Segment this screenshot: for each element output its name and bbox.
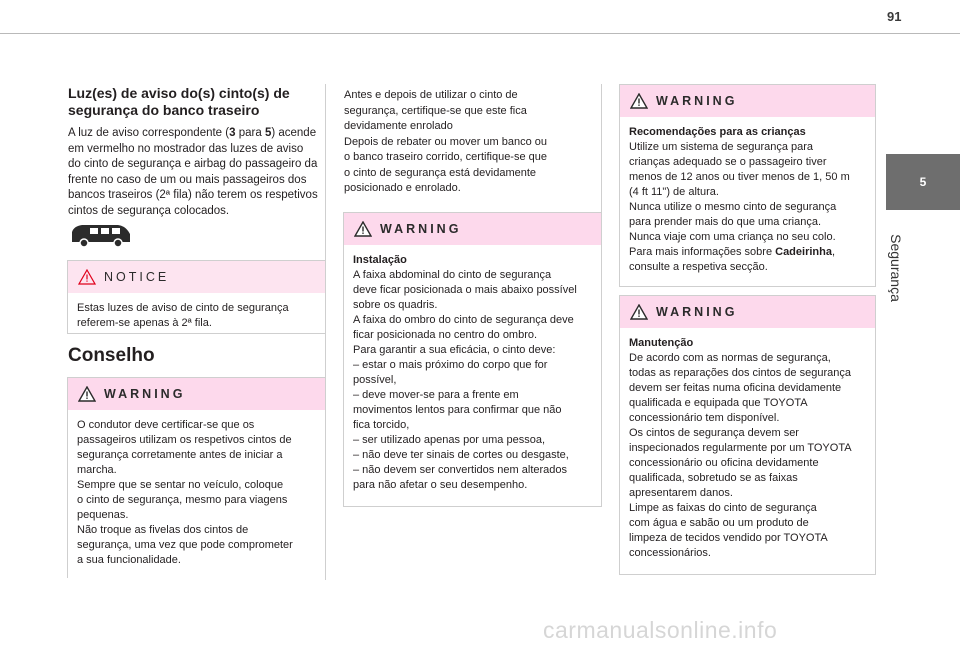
top-rule: [0, 33, 960, 34]
warning-title: WARNING: [380, 222, 462, 236]
notice-body: Estas luzes de aviso de cinto de segurança referem-se apenas à 2ª fila.: [77, 302, 289, 329]
warning-box-children: [619, 84, 876, 287]
chapter-tab[interactable]: [886, 154, 960, 210]
page-number: 91: [887, 9, 902, 24]
text-line: Para mais informações sobre Cadeirinha,: [629, 246, 836, 258]
warning-title: WARNING: [656, 94, 738, 108]
warning-header: [68, 378, 325, 410]
warning-title: WARNING: [104, 387, 186, 401]
warning-title: WARNING: [656, 305, 738, 319]
text-line: A luz de aviso correspondente (3 para 5) acende: [68, 127, 317, 139]
chapter-number: 5: [919, 175, 927, 189]
warning-triangle-icon: [354, 221, 372, 237]
warning-triangle-icon: [630, 304, 648, 320]
notice-title: NOTICE: [104, 270, 170, 284]
intro-paragraph: A luz de aviso correspondente (3 para 5) acende em vermelho no mostrador das luzes de aviso do cinto de segurança e airbag do passageiro da frente no caso de um ou mais passageiros dos bancos traseiros (2ª fila) não terem os respetivos cintos de segurança colocados.: [68, 127, 318, 217]
warning-header: [620, 85, 875, 117]
warning-subtitle: Recomendações para as crianças: [629, 126, 806, 138]
watermark: carmanualsonline.info: [543, 617, 778, 643]
warning-subtitle: Instalação: [353, 254, 407, 266]
chapter-title: Segurança: [888, 234, 904, 302]
warning-body: Instalação A faixa abdominal do cinto de segurança deve ficar posicionada o mais abaixo possível sobre os quadris. A faixa do ombro do cinto de segurança deve ficar posicionada no centro do ombro. Para garantir a sua eficácia, o cinto deve: – estar o mais próximo do corpo que for possível, – deve mover-se para a frente em movimentos lentos para confirmar que não fica torcido, – ser utilizado apenas por uma pessoa, – não deve ter sinais de cortes ou desgaste, – não devem ser convertidos nem alterados para não afetar o seu desempenho.: [344, 245, 601, 501]
van-icon: [68, 222, 132, 248]
notice-box: [67, 260, 326, 334]
warning-body: O condutor deve certificar-se que os passageiros utilizam os respetivos cintos de segurança corretamente antes de iniciar a marcha. Sempre que se sentar no veículo, coloque o cinto de segurança, mesmo para viagens pequenas. Não troque as fivelas dos cintos de segurança, uma vez que pode comprometer a sua funcionalidade.: [77, 419, 293, 566]
warning-box-maintenance: [619, 295, 876, 575]
warning-subtitle: Manutenção: [629, 337, 694, 349]
warning-box-installation: [343, 212, 602, 507]
warning-body: Recomendações para as crianças Utilize um sistema de segurança para crianças adequado se o passageiro tiver menos de 12 anos ou tiver menos de 1, 50 m (4 ft 11") de altura. Nunca utilize o mesmo cinto de segurança para prender mais do que uma criança. Nunca viaje com uma criança no seu colo. Para mais informações sobre Cadeirinha, consulte a respetiva secção.: [620, 117, 875, 283]
warning-body: Manutenção De acordo com as normas de segurança, todas as reparações dos cintos de segurança devem ser feitas numa oficina devidamente qualificada e equipada que TOYOTA concessionário tem disponível. Os cintos de segurança devem ser inspecionados regularmente por um TOYOTA concessionário ou oficina devidamente qualificada, sobretudo se as faixas apresentarem danos. Limpe as faixas do cinto de segurança com água e sabão ou um produto de limpeza de tecidos vendido por TOYOTA concessionários.: [620, 328, 875, 569]
notice-header: [68, 261, 325, 293]
warning-triangle-icon: [630, 93, 648, 109]
warning-header: [344, 213, 601, 245]
warning-triangle-icon: [78, 386, 96, 402]
warning-header: [620, 296, 875, 328]
warning-box-driver: [67, 377, 326, 578]
page-title: Conselho: [68, 345, 155, 366]
caution-triangle-icon: [78, 269, 96, 285]
care-paragraph: Antes e depois de utilizar o cinto de segurança, certifique-se que este fica devidamente enrolado Depois de rebater ou mover um banco ou o banco traseiro corrido, certifique-se que o cinto de segurança está devidamente posicionado e enrolado.: [344, 89, 548, 194]
section-heading: Luz(es) de aviso do(s) cinto(s) de segurança do banco traseiro: [68, 85, 290, 118]
chapter-title-vertical: [885, 226, 907, 316]
